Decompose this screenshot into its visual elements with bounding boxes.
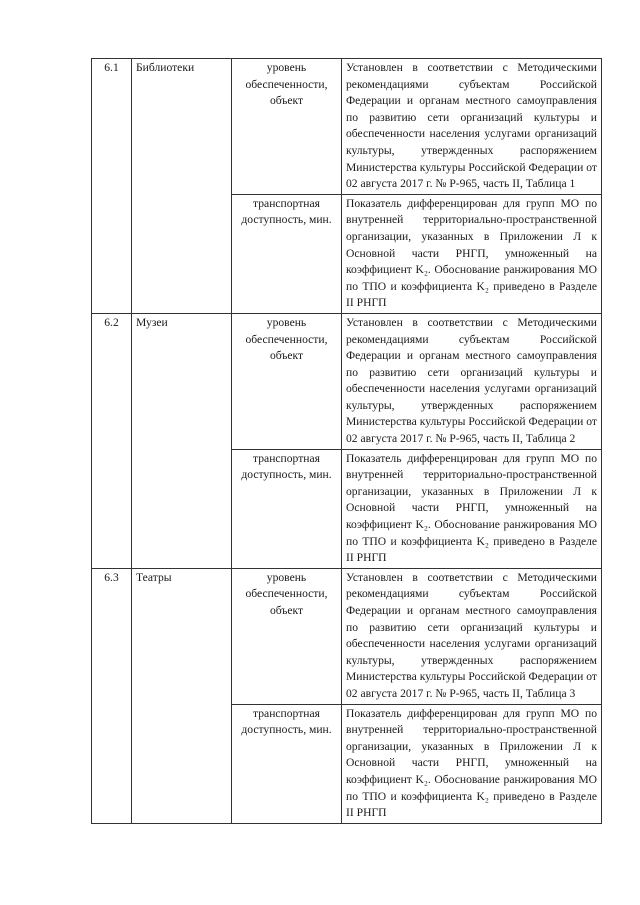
table-row [92, 59, 602, 195]
indicator-provision-label: уровень обеспеченности, объект [232, 568, 342, 704]
indicator-transport-label: транспортная доступность, мин. [232, 194, 342, 313]
indicator-transport-text: Показатель дифференцирован для групп МО по внутренней территориально-пространственной организации, указанных в Приложении Л к Основной части РНГП, умноженный на коэффициент K₂. Обоснование ранжирования МО по ТПО и коэффициента K₂ приведено в Разделе II РНГП [342, 704, 602, 823]
indicator-transport-text: Показатель дифференцирован для групп МО по внутренней территориально-пространственной организации, указанных в Приложении Л к Основной части РНГП, умноженный на коэффициент K₂. Обоснование ранжирования МО по ТПО и коэффициента K₂ приведено в Разделе II РНГП [342, 194, 602, 313]
table-row [92, 313, 602, 449]
standards-table [91, 58, 602, 824]
indicator-provision-label: уровень обеспеченности, объект [232, 59, 342, 195]
row-number: 6.3 [92, 568, 132, 823]
indicator-transport-text: Показатель дифференцирован для групп МО по внутренней территориально-пространственной организации, указанных в Приложении Л к Основной части РНГП, умноженный на коэффициент K₂. Обоснование ранжирования МО по ТПО и коэффициента K₂ приведено в Разделе II РНГП [342, 449, 602, 568]
indicator-provision-text: Установлен в соответствии с Методическими рекомендациями субъектам Российской Федерации и органам местного самоуправления по развитию сети организаций культуры и обеспеченности населения услугами организаций культуры, утвержденных распоряжением Министерства культуры Российской Федерации от 02 августа 2017 г. № Р-965, часть II, Таблица 1 [342, 59, 602, 195]
facility-name: Музеи [132, 313, 232, 568]
table-row [92, 568, 602, 704]
indicator-provision-text: Установлен в соответствии с Методическими рекомендациями субъектам Российской Федерации и органам местного самоуправления по развитию сети организаций культуры и обеспеченности населения услугами организаций культуры, утвержденных распоряжением Министерства культуры Российской Федерации от 02 августа 2017 г. № Р-965, часть II, Таблица 2 [342, 313, 602, 449]
row-number: 6.1 [92, 59, 132, 314]
facility-name: Библиотеки [132, 59, 232, 314]
indicator-transport-label: транспортная доступность, мин. [232, 449, 342, 568]
indicator-transport-label: транспортная доступность, мин. [232, 704, 342, 823]
row-number: 6.2 [92, 313, 132, 568]
facility-name: Театры [132, 568, 232, 823]
indicator-provision-label: уровень обеспеченности, объект [232, 313, 342, 449]
indicator-provision-text: Установлен в соответствии с Методическими рекомендациями субъектам Российской Федерации и органам местного самоуправления по развитию сети организаций культуры и обеспеченности населения услугами организаций культуры, утвержденных распоряжением Министерства культуры Российской Федерации от 02 августа 2017 г. № Р-965, часть II, Таблица 3 [342, 568, 602, 704]
